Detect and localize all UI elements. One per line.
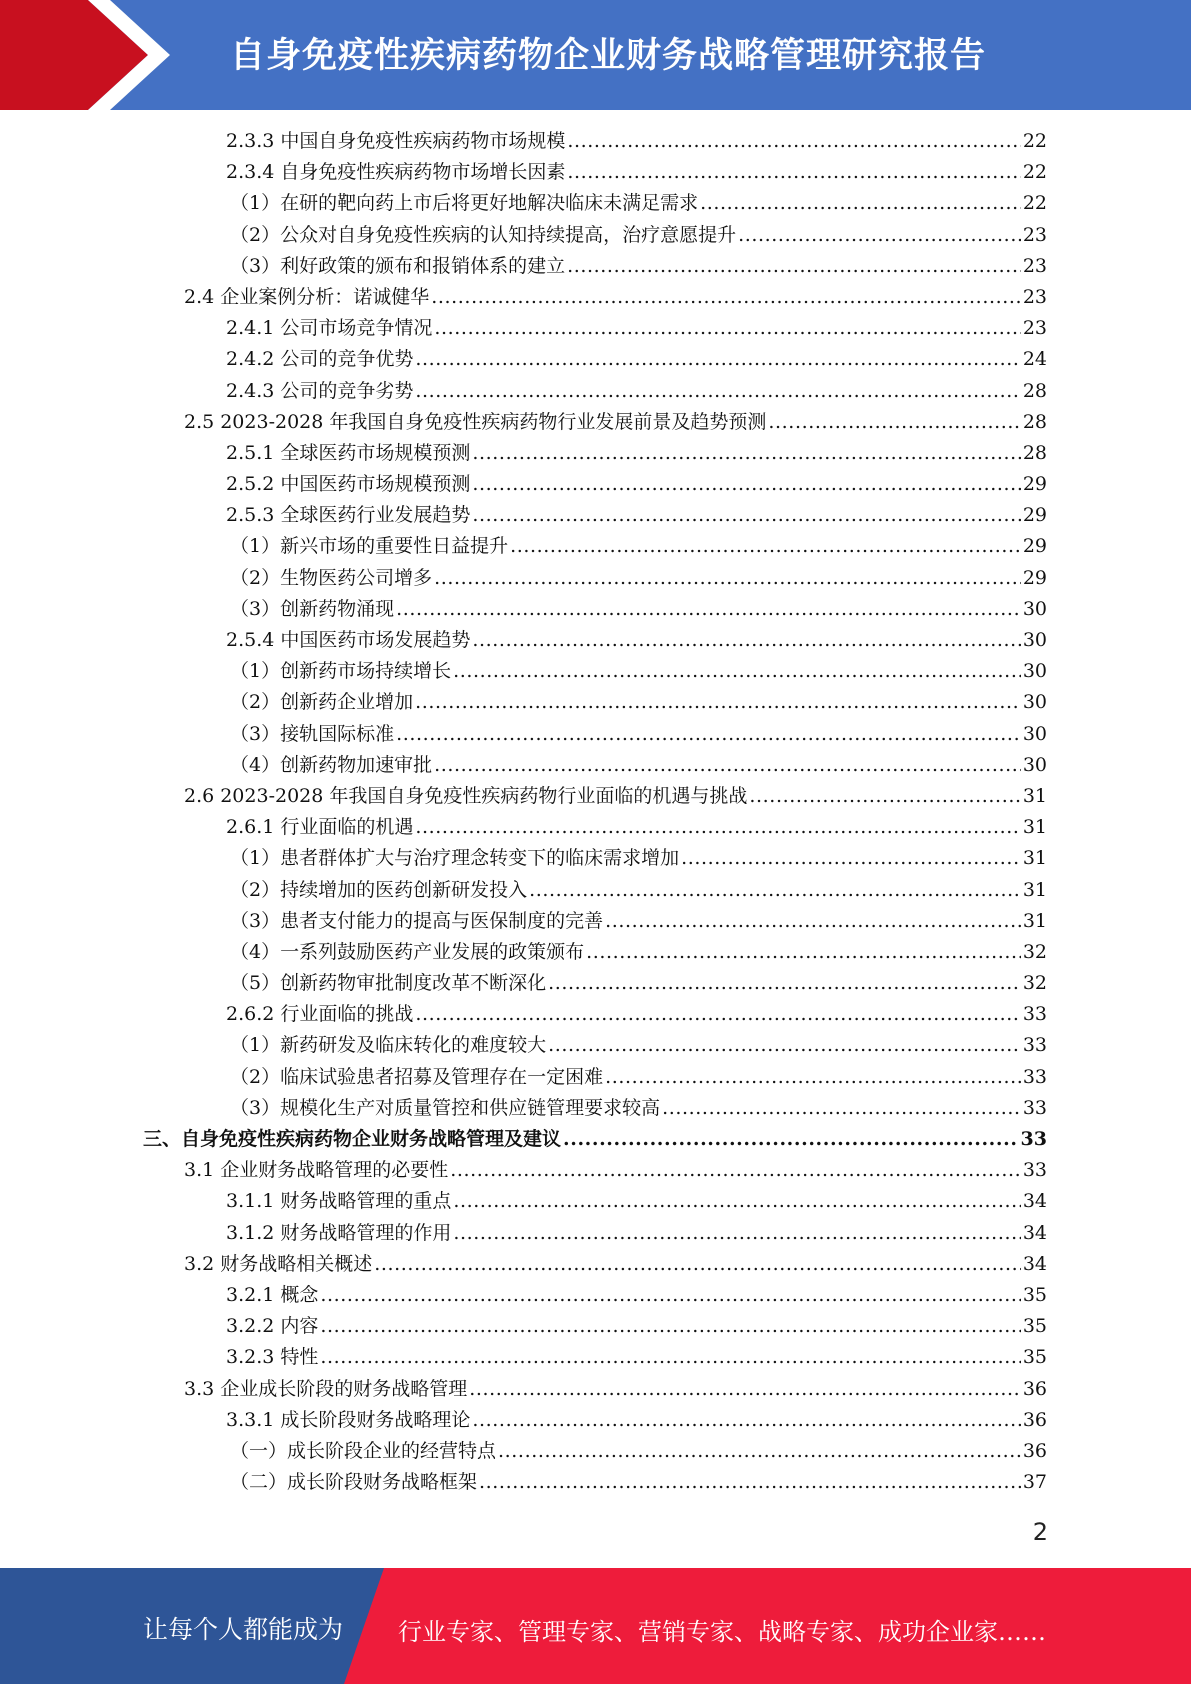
toc-entry-text: （2）创新药企业增加	[230, 691, 414, 714]
toc-entry[interactable]	[0, 656, 1191, 687]
toc-dot-leader	[586, 937, 1021, 968]
toc-entry-number: 2.3.3	[226, 130, 275, 152]
toc-entry-label	[226, 1218, 451, 1249]
toc-entry[interactable]	[0, 968, 1191, 999]
toc-entry-page: 24	[1022, 348, 1047, 371]
footer-slogan-right: 行业专家、管理专家、营销专家、战略专家、成功企业家……	[398, 1618, 1046, 1646]
toc-entry-label	[226, 500, 470, 531]
toc-dot-leader	[768, 407, 1020, 438]
header-banner	[0, 0, 1191, 110]
toc-dot-leader	[548, 968, 1021, 999]
footer-slogan-left: 让每个人都能成为	[143, 1615, 344, 1644]
toc-entry-text: 财务战略管理的重点	[280, 1190, 452, 1213]
toc-entry-number: 3.2.2	[226, 1315, 275, 1338]
toc-entry-text: （4）创新药物加速审批	[230, 753, 433, 776]
toc-entry-label	[184, 1155, 448, 1186]
toc-entry-text: 行业面临的机遇	[280, 816, 414, 839]
toc-entry[interactable]	[0, 1249, 1191, 1280]
toc-entry-label	[230, 1030, 546, 1061]
toc-entry-text: （1）新兴市场的重要性日益提升	[230, 535, 509, 558]
toc-entry-label	[226, 157, 565, 188]
toc-entry[interactable]	[0, 999, 1191, 1030]
toc-dot-leader	[472, 625, 1020, 656]
toc-entry-text: 财务战略管理的作用	[280, 1221, 452, 1244]
toc-entry-text: （1）创新药市场持续增长	[230, 660, 452, 683]
toc-entry-label	[226, 812, 413, 843]
toc-entry[interactable]	[0, 469, 1191, 500]
toc-dot-leader	[374, 1249, 1021, 1280]
toc-entry-label	[230, 968, 546, 999]
toc-entry-page: 23	[1022, 317, 1047, 340]
toc-entry-label	[230, 251, 565, 282]
toc-entry-text: 财务战略相关概述	[220, 1252, 373, 1275]
toc-entry[interactable]	[0, 750, 1191, 781]
toc-entry[interactable]	[0, 687, 1191, 718]
toc-entry-label	[143, 1124, 561, 1155]
toc-entry[interactable]	[0, 500, 1191, 531]
toc-entry-text: （1）患者群体扩大与治疗理念转变下的临床需求增加	[230, 847, 680, 870]
toc-entry[interactable]	[0, 1186, 1191, 1217]
toc-dot-leader	[434, 313, 1020, 344]
toc-entry-label	[226, 1342, 318, 1373]
toc-entry-page: 31	[1022, 847, 1047, 870]
toc-entry[interactable]	[0, 594, 1191, 625]
toc-entry[interactable]	[0, 1155, 1191, 1186]
toc-entry-number: 2.5.1	[226, 441, 275, 464]
toc-entry-label	[226, 625, 470, 656]
toc-dot-leader	[567, 251, 1021, 282]
toc-entry[interactable]	[0, 188, 1191, 219]
toc-entry-label	[230, 531, 508, 562]
toc-dot-leader	[479, 1467, 1021, 1498]
toc-dot-leader	[472, 1405, 1020, 1436]
toc-entry-label	[184, 781, 747, 812]
toc-entry[interactable]	[0, 344, 1191, 375]
toc-dot-leader	[450, 1155, 1021, 1186]
toc-entry-label	[226, 1311, 318, 1342]
toc-entry-number: 2.5.2	[226, 473, 275, 496]
toc-dot-leader	[453, 1186, 1020, 1217]
toc-entry-text: 企业成长阶段的财务战略管理	[220, 1377, 468, 1400]
toc-entry-page: 22	[1022, 161, 1047, 184]
toc-dot-leader	[415, 687, 1021, 718]
toc-entry-page: 30	[1022, 722, 1047, 745]
toc-entry-page: 31	[1022, 784, 1047, 807]
toc-entry[interactable]	[0, 563, 1191, 594]
toc-dot-leader	[320, 1311, 1020, 1342]
toc-entry-text: 企业案例分析：诺诚健华	[220, 285, 430, 308]
toc-entry-number: 2.4.3	[226, 379, 275, 402]
toc-entry-text: （2）公众对自身免疫性疾病的认知持续提高，治疗意愿提升	[230, 223, 737, 246]
toc-entry[interactable]	[0, 1062, 1191, 1093]
toc-entry-page: 29	[1022, 566, 1047, 589]
toc-entry-page: 32	[1022, 940, 1047, 963]
toc-entry-text: 三、自身免疫性疾病药物企业财务战略管理及建议	[143, 1128, 562, 1150]
toc-entry[interactable]	[0, 313, 1191, 344]
toc-entry-page: 35	[1022, 1283, 1047, 1306]
toc-dot-leader	[472, 469, 1020, 500]
toc-entry[interactable]	[0, 937, 1191, 968]
toc-entry-page: 33	[1022, 1159, 1047, 1182]
toc-entry[interactable]	[0, 719, 1191, 750]
toc-entry-page: 34	[1022, 1221, 1047, 1244]
toc-entry-text: 中国自身免疫性疾病药物市场规模	[280, 130, 566, 152]
toc-entry-number: 2.6.2	[226, 1003, 275, 1026]
toc-entry-page: 36	[1022, 1439, 1047, 1462]
toc-entry[interactable]	[0, 1405, 1191, 1436]
toc-entry-text: 企业财务战略管理的必要性	[220, 1159, 449, 1182]
toc-entry-text: 2023-2028 年我国自身免疫性疾病药物行业面临的机遇与挑战	[220, 784, 748, 807]
toc-entry[interactable]	[0, 781, 1191, 812]
toc-entry-number: 2.4.2	[226, 348, 275, 371]
toc-entry-page: 35	[1022, 1315, 1047, 1338]
toc-entry-page: 29	[1022, 504, 1047, 527]
toc-entry-page: 22	[1022, 192, 1047, 215]
toc-entry[interactable]	[0, 1093, 1191, 1124]
toc-entry-number: 2.5.4	[226, 629, 275, 651]
toc-entry-label	[230, 1093, 660, 1124]
toc-entry[interactable]	[0, 906, 1191, 937]
toc-entry-number: 2.5.3	[226, 504, 275, 527]
toc-entry[interactable]	[0, 126, 1191, 157]
toc-entry-number: 3.3.1	[226, 1408, 275, 1431]
toc-entry[interactable]	[0, 407, 1191, 438]
toc-dot-leader	[453, 656, 1021, 687]
toc-dot-leader	[472, 500, 1020, 531]
table-of-contents	[0, 126, 1191, 1498]
toc-entry-page: 34	[1022, 1252, 1047, 1275]
toc-dot-leader	[548, 1030, 1021, 1061]
toc-entry-number: 2.4.1	[226, 317, 275, 340]
toc-dot-leader	[453, 1218, 1020, 1249]
toc-dot-leader	[567, 126, 1020, 157]
toc-entry-page: 30	[1022, 629, 1047, 651]
toc-entry-text: （二）成长阶段财务战略框架	[230, 1471, 478, 1494]
toc-entry-label	[226, 999, 413, 1030]
toc-entry-label	[230, 1062, 603, 1093]
toc-entry-page: 30	[1022, 753, 1047, 776]
toc-entry-number: 3.2.1	[226, 1283, 275, 1306]
toc-entry-text: 中国医药市场规模预测	[280, 473, 471, 496]
toc-dot-leader	[662, 1093, 1021, 1124]
toc-dot-leader	[434, 563, 1021, 594]
toc-entry[interactable]	[0, 220, 1191, 251]
toc-entry-page: 23	[1022, 285, 1047, 308]
toc-dot-leader	[605, 1062, 1021, 1093]
toc-dot-leader	[320, 1280, 1020, 1311]
toc-dot-leader	[415, 999, 1020, 1030]
toc-dot-leader	[431, 282, 1021, 313]
toc-entry-label	[230, 1467, 477, 1498]
toc-entry-text: 中国医药市场发展趋势	[280, 629, 471, 651]
toc-entry-label	[184, 1374, 467, 1405]
toc-entry-page: 37	[1022, 1471, 1047, 1494]
toc-entry[interactable]	[0, 1311, 1191, 1342]
toc-entry-number: 2.6	[184, 784, 215, 807]
toc-entry-page: 33	[1022, 1034, 1047, 1057]
page-number: 2	[1032, 1518, 1048, 1546]
toc-entry-text: （2）临床试验患者招募及管理存在一定困难	[230, 1065, 604, 1088]
toc-entry-text: 特性	[280, 1346, 319, 1369]
toc-entry-text: 公司市场竞争情况	[280, 317, 433, 340]
toc-entry-label	[230, 1436, 496, 1467]
toc-dot-leader	[510, 531, 1021, 562]
toc-dot-leader	[681, 843, 1021, 874]
toc-entry-number: 2.4	[184, 285, 215, 308]
toc-entry-label	[226, 1405, 470, 1436]
toc-entry[interactable]	[0, 875, 1191, 906]
toc-entry-page: 30	[1022, 660, 1047, 683]
toc-entry-text: （一）成长阶段企业的经营特点	[230, 1439, 497, 1462]
toc-dot-leader	[749, 781, 1020, 812]
toc-entry-number: 3.1.2	[226, 1221, 275, 1244]
toc-entry-page: 32	[1022, 972, 1047, 995]
toc-entry-page: 28	[1022, 441, 1047, 464]
toc-entry-page: 31	[1022, 909, 1047, 932]
toc-entry-text: 全球医药市场规模预测	[280, 441, 471, 464]
toc-entry-text: （3）患者支付能力的提高与医保制度的完善	[230, 909, 604, 932]
toc-entry-text: 行业面临的挑战	[280, 1003, 414, 1026]
toc-entry-text: 公司的竞争优势	[280, 348, 414, 371]
toc-entry-label	[226, 1280, 318, 1311]
toc-entry-text: （3）创新药物涌现	[230, 597, 395, 620]
toc-entry[interactable]	[0, 282, 1191, 313]
toc-entry[interactable]	[0, 1467, 1191, 1498]
toc-entry-number: 3.1	[184, 1159, 215, 1182]
toc-entry-number: 3.3	[184, 1377, 215, 1400]
toc-entry[interactable]	[0, 376, 1191, 407]
toc-entry[interactable]	[0, 157, 1191, 188]
toc-entry-text: 成长阶段财务战略理论	[280, 1408, 471, 1431]
toc-entry-text: 概念	[280, 1283, 319, 1306]
toc-entry-page: 22	[1022, 130, 1047, 152]
toc-entry-number: 2.6.1	[226, 816, 275, 839]
toc-entry-label	[184, 282, 429, 313]
toc-dot-leader	[434, 750, 1021, 781]
toc-entry-label	[230, 188, 698, 219]
toc-entry-label	[230, 937, 584, 968]
toc-entry-text: （4）一系列鼓励医药产业发展的政策颁布	[230, 940, 585, 963]
toc-entry-page: 31	[1022, 878, 1047, 901]
toc-entry-text: （2）持续增加的医药创新研发投入	[230, 878, 528, 901]
toc-entry-page: 33	[1022, 1065, 1047, 1088]
toc-entry-text: （3）规模化生产对质量管控和供应链管理要求较高	[230, 1096, 661, 1119]
toc-dot-leader	[498, 1436, 1021, 1467]
toc-entry[interactable]	[0, 1374, 1191, 1405]
toc-entry-label	[230, 687, 413, 718]
toc-dot-leader	[472, 438, 1020, 469]
toc-entry-label	[230, 906, 603, 937]
toc-entry-label	[230, 656, 451, 687]
toc-entry-label	[184, 407, 766, 438]
toc-entry-page: 23	[1022, 254, 1047, 277]
toc-entry-label	[230, 843, 679, 874]
toc-entry-label	[230, 750, 432, 781]
toc-entry-page: 33	[1020, 1128, 1047, 1150]
toc-entry-number: 2.5	[184, 410, 215, 433]
toc-entry-number: 3.1.1	[226, 1190, 275, 1213]
toc-entry-text: （1）新药研发及临床转化的难度较大	[230, 1034, 547, 1057]
toc-entry-page: 29	[1022, 473, 1047, 496]
toc-entry[interactable]	[0, 531, 1191, 562]
toc-dot-leader	[320, 1342, 1020, 1373]
toc-entry-label	[226, 438, 470, 469]
toc-dot-leader	[738, 220, 1021, 251]
toc-entry-page: 33	[1022, 1096, 1047, 1119]
toc-entry-text: （3）接轨国际标准	[230, 722, 395, 745]
toc-entry[interactable]	[0, 251, 1191, 282]
toc-entry-page: 36	[1022, 1408, 1047, 1431]
toc-entry-label	[230, 220, 736, 251]
toc-entry[interactable]	[0, 625, 1191, 656]
toc-dot-leader	[529, 875, 1021, 906]
toc-entry-label	[226, 376, 413, 407]
toc-entry[interactable]	[0, 1218, 1191, 1249]
toc-entry-page: 31	[1022, 816, 1047, 839]
toc-entry-text: 全球医药行业发展趋势	[280, 504, 471, 527]
toc-entry[interactable]	[0, 1280, 1191, 1311]
toc-entry-text: 自身免疫性疾病药物市场增长因素	[280, 161, 566, 184]
toc-entry-page: 30	[1022, 597, 1047, 620]
toc-entry-text: （5）创新药物审批制度改革不断深化	[230, 972, 547, 995]
report-title: 自身免疫性疾病药物企业财务战略管理研究报告	[230, 36, 987, 76]
toc-entry-page: 23	[1022, 223, 1047, 246]
toc-entry-text: （1）在研的靶向药上市后将更好地解决临床未满足需求	[230, 192, 699, 215]
toc-dot-leader	[396, 719, 1021, 750]
toc-entry[interactable]	[0, 1342, 1191, 1373]
toc-entry-label	[226, 1186, 451, 1217]
toc-dot-leader	[605, 906, 1021, 937]
toc-dot-leader	[700, 188, 1021, 219]
toc-entry[interactable]	[0, 1436, 1191, 1467]
toc-entry-label	[226, 313, 432, 344]
toc-dot-leader	[415, 344, 1020, 375]
toc-dot-leader	[563, 1124, 1019, 1155]
toc-entry-number: 3.2.3	[226, 1346, 275, 1369]
toc-entry-label	[226, 469, 470, 500]
footer-banner	[0, 1568, 1191, 1684]
toc-entry[interactable]	[0, 1030, 1191, 1061]
toc-entry[interactable]	[0, 1124, 1191, 1155]
toc-dot-leader	[415, 376, 1020, 407]
toc-entry[interactable]	[0, 843, 1191, 874]
toc-entry[interactable]	[0, 438, 1191, 469]
toc-entry-page: 34	[1022, 1190, 1047, 1213]
toc-entry[interactable]	[0, 812, 1191, 843]
toc-entry-label	[226, 344, 413, 375]
toc-entry-page: 36	[1022, 1377, 1047, 1400]
toc-dot-leader	[415, 812, 1020, 843]
toc-entry-text: （3）利好政策的颁布和报销体系的建立	[230, 254, 566, 277]
toc-dot-leader	[469, 1374, 1021, 1405]
toc-entry-page: 30	[1022, 691, 1047, 714]
toc-entry-label	[230, 563, 432, 594]
toc-entry-page: 33	[1022, 1003, 1047, 1026]
toc-entry-label	[230, 875, 527, 906]
toc-entry-text: （2）生物医药公司增多	[230, 566, 433, 589]
toc-dot-leader	[567, 157, 1020, 188]
toc-entry-label	[184, 1249, 372, 1280]
toc-entry-number: 3.2	[184, 1252, 215, 1275]
toc-entry-label	[226, 126, 565, 157]
toc-entry-label	[230, 719, 394, 750]
toc-entry-text: 公司的竞争劣势	[280, 379, 414, 402]
toc-entry-page: 28	[1022, 410, 1047, 433]
toc-entry-page: 29	[1022, 535, 1047, 558]
toc-entry-number: 2.3.4	[226, 161, 275, 184]
toc-entry-label	[230, 594, 394, 625]
toc-entry-text: 2023-2028 年我国自身免疫性疾病药物行业发展前景及趋势预测	[220, 410, 767, 433]
toc-entry-page: 35	[1022, 1346, 1047, 1369]
toc-entry-text: 内容	[280, 1315, 319, 1338]
toc-dot-leader	[396, 594, 1021, 625]
toc-entry-page: 28	[1022, 379, 1047, 402]
